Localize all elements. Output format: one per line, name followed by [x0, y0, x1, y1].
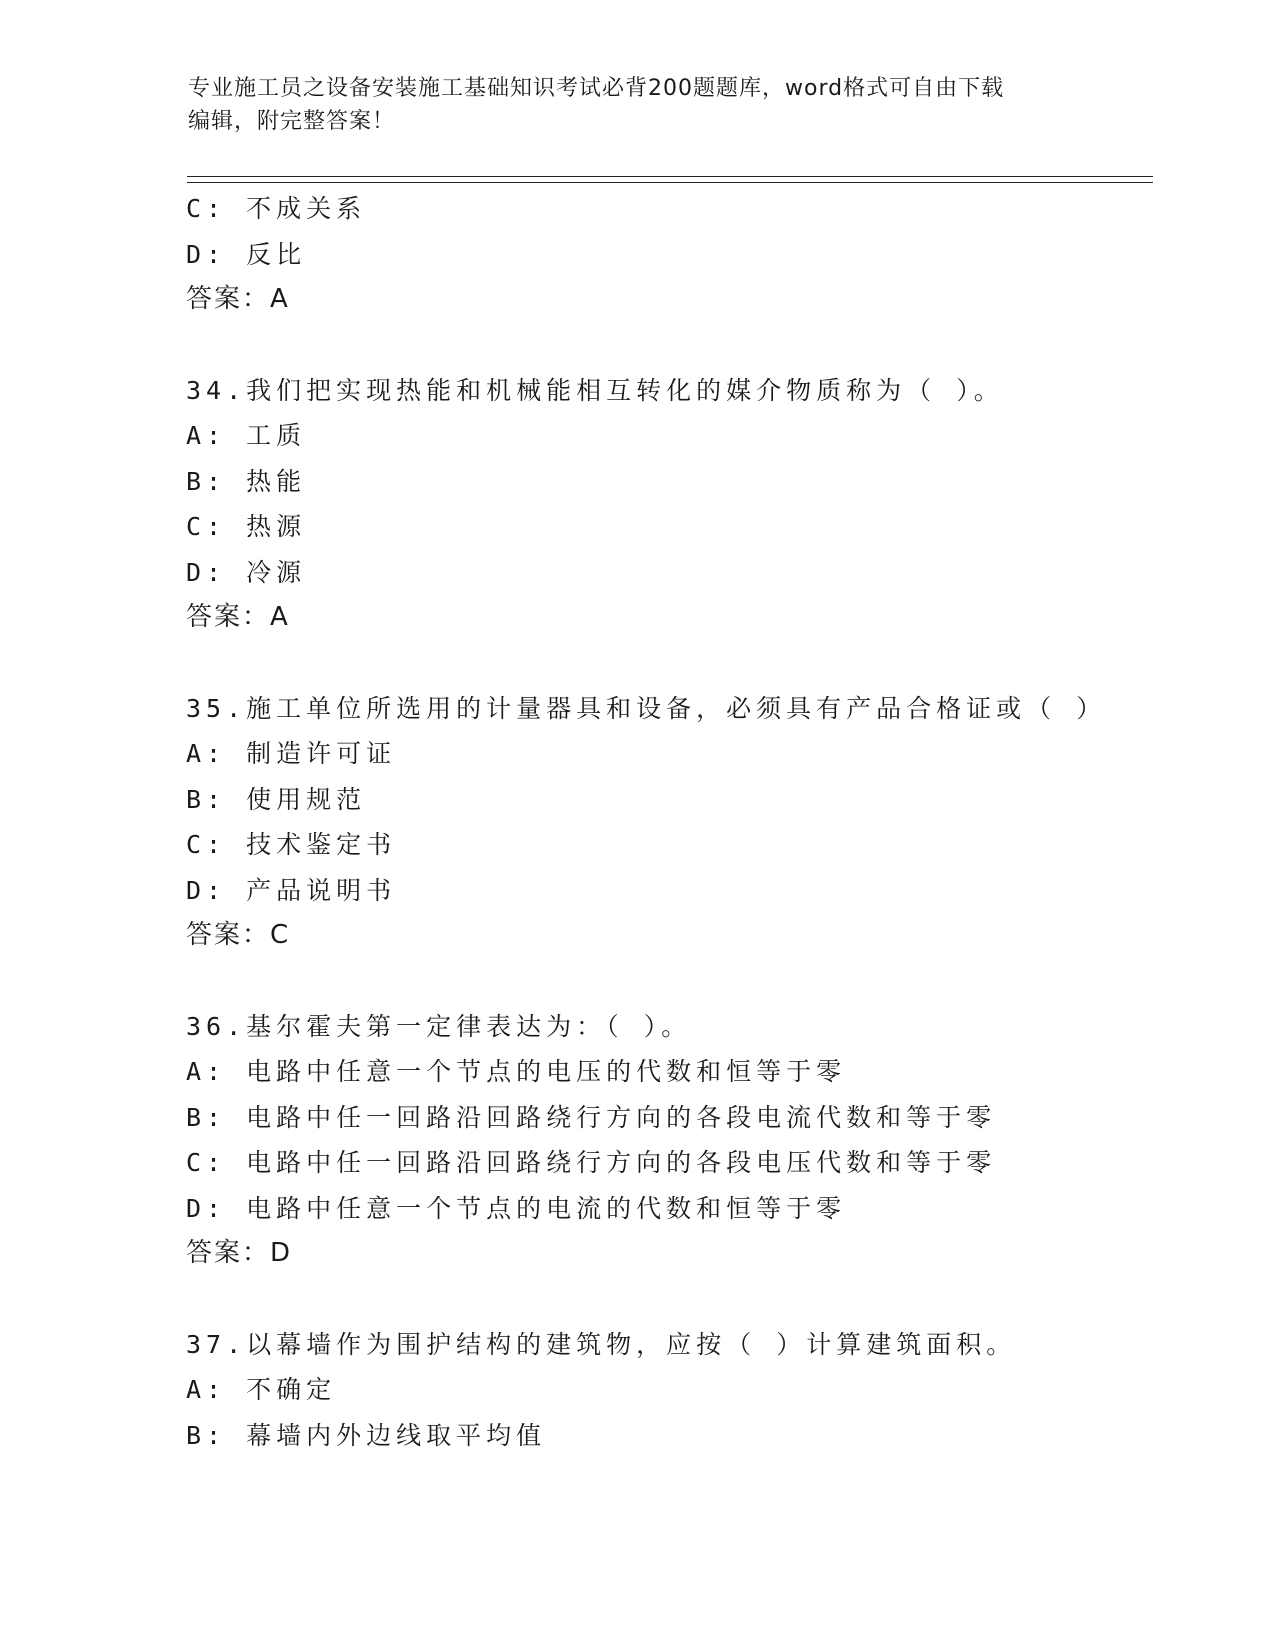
answer-line: 答案：A	[186, 602, 290, 632]
question-stem: 35.施工单位所选用的计量器具和设备，必须具有产品合格证或（ ）	[186, 693, 1107, 723]
option-d: D: 反比	[186, 239, 307, 269]
option-d: D: 电路中任意一个节点的电流的代数和恒等于零	[186, 1193, 847, 1223]
option-d: D: 产品说明书	[186, 875, 397, 905]
question-34	[186, 368, 1146, 641]
question-stem: 36.基尔霍夫第一定律表达为：（ ）。	[186, 1011, 692, 1041]
question-stem: 37.以幕墙作为围护结构的建筑物，应按（ ）计算建筑面积。	[186, 1329, 1017, 1359]
header-divider-top	[187, 176, 1153, 177]
option-a: A: 电路中任意一个节点的电压的代数和恒等于零	[186, 1057, 847, 1086]
option-a: A: 不确定	[186, 1375, 337, 1404]
option-b: B: 使用规范	[186, 784, 367, 814]
option-a: A: 制造许可证	[186, 739, 397, 768]
answer-line: 答案：D	[186, 1238, 293, 1268]
header-divider-bottom	[187, 182, 1153, 183]
option-d: D: 冷源	[186, 557, 307, 587]
spacer	[186, 323, 1146, 368]
option-c: C: 热源	[186, 512, 307, 541]
header-title-line-1: 专业施工员之设备安装施工基础知识考试必背200题题库，word格式可自由下载	[188, 76, 1005, 101]
question-33-continued	[186, 186, 1146, 323]
option-a: A: 工质	[186, 421, 307, 450]
option-c: C: 电路中任一回路沿回路绕行方向的各段电压代数和等于零	[186, 1148, 997, 1177]
spacer	[186, 959, 1146, 1004]
spacer	[186, 1277, 1146, 1322]
answer-line: 答案：C	[186, 920, 291, 950]
question-stem: 34.我们把实现热能和机械能相互转化的媒介物质称为（ ）。	[186, 375, 1004, 405]
answer-line: 答案：A	[186, 284, 290, 314]
question-35	[186, 686, 1146, 959]
question-list	[186, 186, 1146, 1458]
header-title-line-2: 编辑，附完整答案！	[188, 109, 396, 134]
question-36	[186, 1004, 1146, 1277]
option-c: C: 技术鉴定书	[186, 830, 397, 859]
option-b: B: 热能	[186, 466, 307, 496]
option-b: B: 幕墙内外边线取平均值	[186, 1420, 547, 1450]
option-b: B: 电路中任一回路沿回路绕行方向的各段电流代数和等于零	[186, 1102, 997, 1132]
question-37	[186, 1322, 1146, 1459]
spacer	[186, 641, 1146, 686]
option-c: C: 不成关系	[186, 194, 367, 223]
document-header	[188, 72, 1088, 138]
